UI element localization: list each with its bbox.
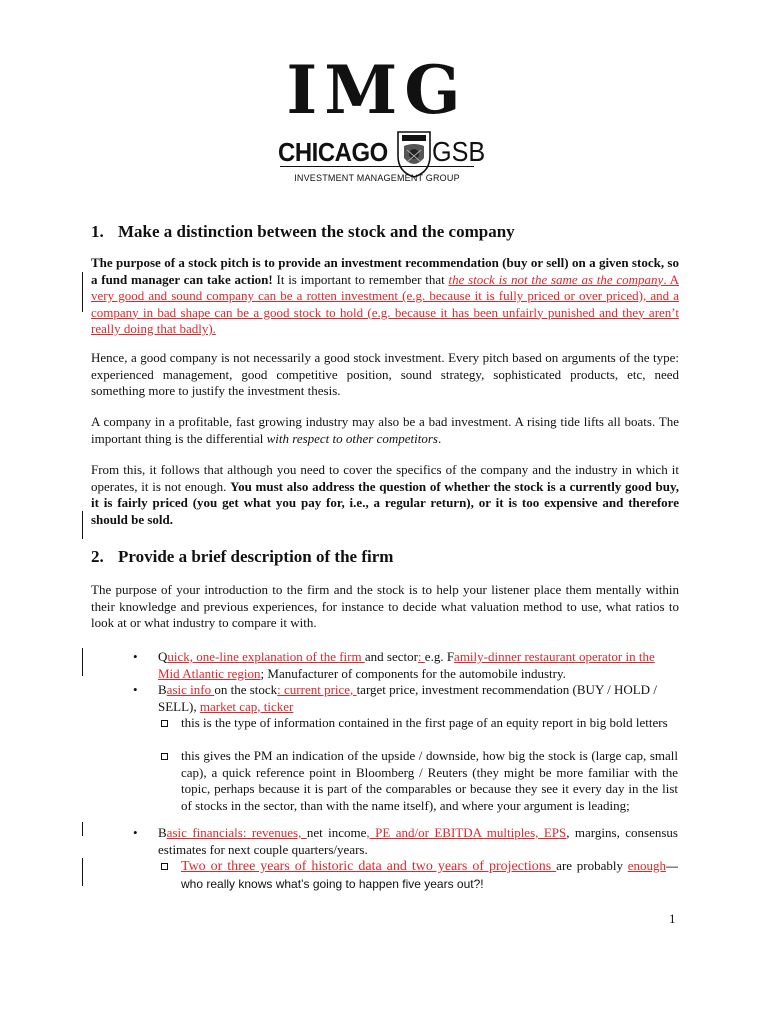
b1-red-text: uick, one-line explanation of the firm — [167, 649, 365, 664]
sub-bullet-historic-data — [181, 858, 678, 892]
b1-text: ; Manufacturer of components for the automobile industry. — [260, 665, 566, 681]
bullet-quick-explanation — [158, 649, 678, 682]
section-1-paragraph-1 — [91, 255, 679, 338]
img-chicago-gsb-logo — [278, 51, 486, 188]
bullet-marker: • — [133, 825, 138, 840]
b1-text: and sector — [364, 649, 418, 664]
sub-red-text: enough — [627, 858, 666, 873]
b3-red-text: , PE and/or EBITDA multiples, EPS — [366, 825, 567, 840]
logo-divider — [280, 166, 474, 167]
b2-red-text: asic info — [166, 682, 215, 697]
p1-normal-text: It is important to remember that — [272, 271, 449, 287]
b2-text: target price, investment recommendation (BUY / HOLD / SELL), — [158, 682, 657, 714]
b3-text: net income — [306, 825, 367, 840]
b3-text: B — [158, 825, 167, 840]
section-1-paragraph-3 — [91, 414, 679, 447]
section-1-number: 1. — [91, 222, 104, 241]
sub-text: are probably — [556, 858, 628, 873]
logo-chicago-text: CHICAGO — [278, 137, 388, 167]
bullet-marker: • — [133, 649, 138, 664]
b2-red-text: : current price, — [277, 682, 357, 697]
p4-normal-text: From this, it follows that although you need to cover the specifics of the company and the industry in which it operates, it is not enough. — [91, 462, 679, 494]
b2-text: B — [158, 682, 167, 697]
logo-gsb-text: GSB — [432, 136, 486, 167]
sub-bullet-marker — [161, 863, 168, 870]
bullet-basic-info — [158, 682, 678, 715]
change-bar — [82, 272, 83, 312]
section-2-intro: The purpose of your introduction to the firm and the stock is to help your listener place them mentally within their knowledge and previous experiences, for instance to decide what valuation method to use, what ratios to look at or what industry to compare it with. — [91, 582, 679, 630]
p3-end: . — [437, 430, 442, 446]
university-seal-icon — [396, 128, 432, 178]
p3-text: A company in a profitable, fast growing industry may also be a bad investment. A rising tide lifts all boats. The important thing is the differential — [91, 414, 679, 446]
section-1-paragraph-2: Hence, a good company is not necessarily a good stock investment. Every pitch based on arguments of the type: experienced management, good competitive position, sound strategy, sophisticated products, etc, need something more to justify the investment thesis. — [91, 350, 679, 398]
page-number: 1 — [669, 911, 676, 926]
b3-red-text: asic financials: revenues, — [166, 825, 307, 840]
sub-text: —who really knows what’s going to happen five years out?! — [181, 859, 678, 891]
sub-bullet-equity-report: this is the type of information contained in the first page of an equity report in big bold letters — [181, 715, 668, 730]
b3-text: , margins, consensus estimates for next couple quarters/years. — [158, 825, 678, 857]
b2-text: on the stock — [214, 682, 278, 697]
sub-bullet-pm-indication: this gives the PM an indication of the upside / downside, how big the stock is (large cap, small cap), a quick reference point in Bloomberg / Reuters (they might be more familiar with the topic, perhaps because it is part of the comparables or because they see it every day in the list of stocks in the sector, than with the name itself), and where your argument is leading; — [181, 748, 678, 813]
section-1-paragraph-4 — [91, 462, 679, 528]
b1-text: Q — [158, 649, 168, 664]
change-bar — [82, 858, 83, 886]
p1-red-italic-text: the stock is not the same as the company — [448, 271, 664, 287]
p1-bold-text: The purpose of a stock pitch is to provide an investment recommendation (buy or sell) on a given stock, so a fund manager can take action! — [91, 255, 679, 287]
change-bar — [82, 511, 83, 539]
b1-red-text: amily-dinner restaurant operator in the Mid Atlantic region — [158, 649, 655, 681]
logo-img-wordmark: IMG — [286, 51, 468, 129]
sub-bullet-marker — [161, 753, 168, 760]
sub-bullet-marker — [161, 720, 168, 727]
sub-red-text: Two or three years of historic data and two years of projections — [181, 859, 557, 874]
p1-red-text: . A very good and sound company can be a rotten investment (e.g. because it is fully priced or over priced), and a company in bad shape can be a good stock to hold (e.g. because it has been unfairly punished and they aren’t really doing that badly). — [91, 271, 680, 336]
logo-tagline: INVESTMENT MANAGEMENT GROUP — [294, 173, 460, 183]
section-1-heading — [91, 221, 515, 243]
section-2-title: Provide a brief description of the firm — [118, 547, 394, 566]
p4-bold-text: You must also address the question of whether the stock is a currently good buy, it is fairly priced (you get what you pay for, i.e., a regular return), or it is too expensive and therefore should be sold. — [91, 478, 679, 527]
change-bar — [82, 822, 83, 836]
bullet-basic-financials — [158, 825, 678, 858]
b1-text: e.g. F — [424, 649, 455, 664]
bullet-marker: • — [133, 682, 138, 697]
b1-red-text: : — [417, 649, 425, 664]
p3-italic-text: with respect to other competitors — [266, 430, 438, 446]
change-bar — [82, 648, 83, 676]
section-2-heading — [91, 546, 393, 568]
b2-red-text: market cap, ticker — [199, 698, 294, 714]
section-2-number: 2. — [91, 547, 104, 566]
section-1-title: Make a distinction between the stock and the company — [118, 222, 515, 241]
